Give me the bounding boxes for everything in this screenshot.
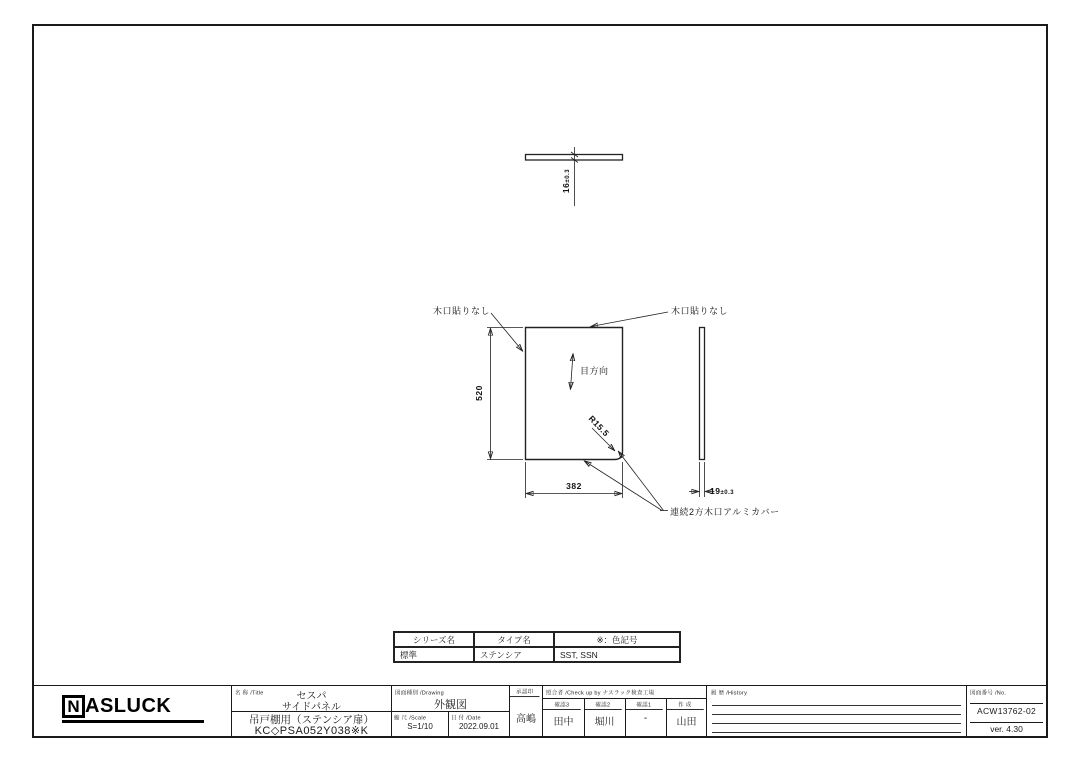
approval-label: 承認印: [510, 686, 539, 697]
date-value: 2022.09.01: [458, 722, 500, 731]
drawing-type-label: 図面種別 /Drawing: [395, 690, 444, 697]
checkup-label: 照合者 /Check up by ナスラック検査工場: [546, 690, 655, 697]
radius-callout: R15.5: [586, 413, 612, 439]
side-thickness-dimension: 19±0.3: [710, 486, 735, 496]
width-dimension: 382: [566, 481, 582, 491]
spec-value-type: ステンシア: [474, 647, 554, 662]
author-label: 作 成: [666, 698, 704, 710]
product-use: 吊戸棚用（ステンシア扉）: [248, 714, 374, 726]
product-code: KC◇PSA052Y038※K: [254, 725, 369, 737]
spec-value-series: 標準: [394, 647, 474, 662]
edge-note-right: 木口貼りなし: [671, 306, 729, 316]
check2-value: 堀川: [594, 717, 615, 728]
approval-value: 高嶋: [516, 714, 536, 725]
scale-label: 縮 尺 /Scale: [394, 715, 427, 722]
product-series-name: セスパ: [296, 691, 327, 702]
check2-label: 確認2: [584, 698, 622, 710]
check3-value: 田中: [553, 717, 574, 728]
spec-table: [393, 631, 681, 663]
side-view: [689, 328, 715, 498]
drawing-number-value: ACW13762-02: [976, 706, 1037, 716]
product-name: サイドパネル: [281, 702, 342, 713]
logo-n-icon: N: [62, 695, 85, 718]
check1-value: -: [643, 713, 648, 724]
version-value: ver. 4.30: [990, 724, 1023, 734]
spec-header-type: タイプ名: [474, 632, 554, 647]
grain-direction-label: 目方向: [580, 366, 609, 376]
edge-note-left: 木口貼りなし: [432, 306, 490, 316]
check3-label: 確認3: [543, 698, 581, 710]
spec-header-colorcode: ※：色記号: [554, 632, 680, 647]
check1-label: 確認1: [625, 698, 663, 710]
title-label: 名 称 /Title: [235, 690, 264, 697]
scale-value: S=1/10: [407, 722, 433, 731]
spec-value-colorcode: SST, SSN: [554, 647, 680, 662]
logo-wordmark: ASLUCK: [85, 695, 172, 717]
date-label: 日 付 /Date: [451, 715, 481, 722]
drawing-number-label: 図面番号 /No.: [970, 690, 1007, 697]
drawing-type-value: 外観図: [434, 699, 467, 711]
top-view: [526, 147, 623, 206]
author-value: 山田: [676, 717, 697, 728]
spec-header-series: シリーズ名: [394, 632, 474, 647]
height-dimension: 520: [474, 385, 484, 401]
top-thickness-dimension: 16±0.3: [561, 168, 571, 194]
history-label: 履 歴 /History: [711, 690, 748, 697]
cover-note: 連続2方木口アルミカバー: [670, 507, 780, 517]
